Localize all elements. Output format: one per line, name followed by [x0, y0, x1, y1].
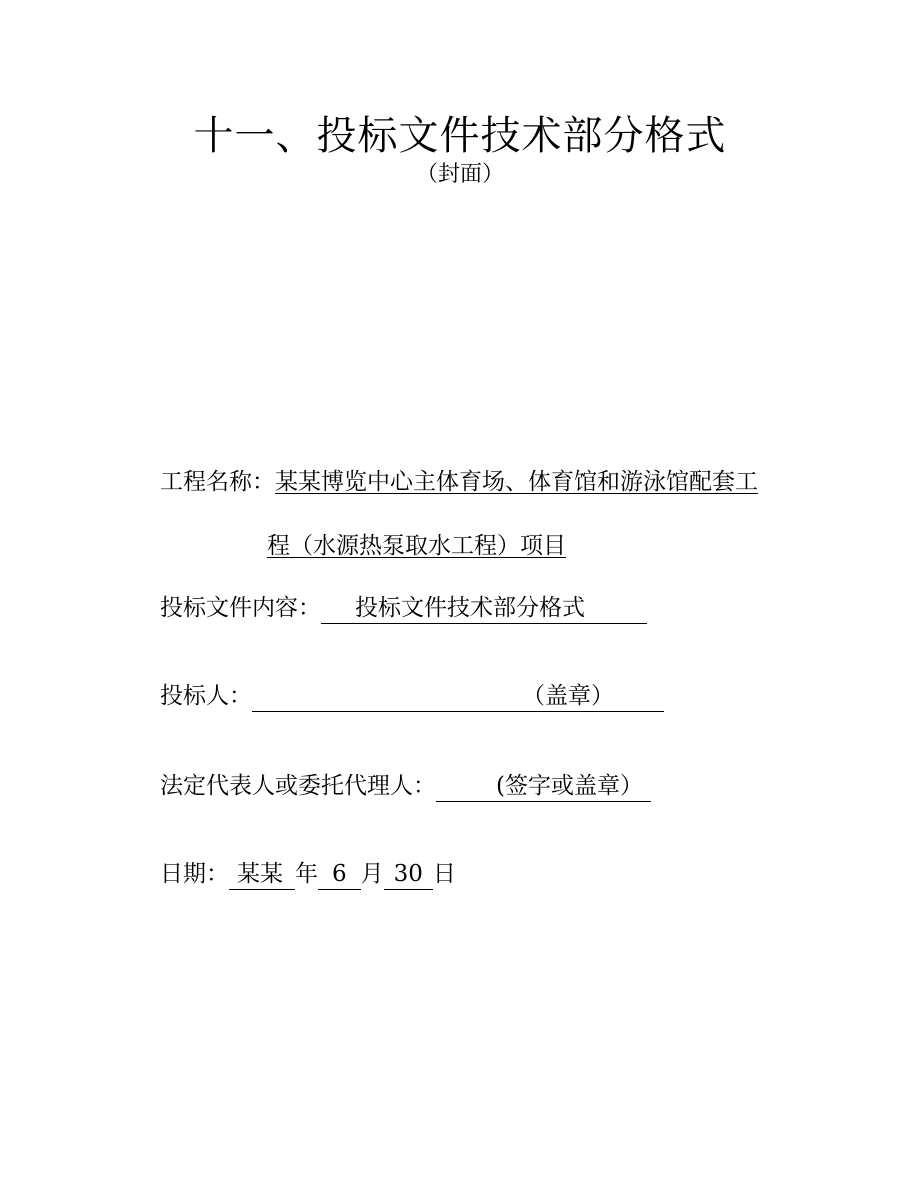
bidder-field — [252, 682, 664, 712]
bid-content-field — [321, 594, 647, 624]
date-day-unit: 日 — [432, 861, 456, 887]
date-year-unit: 年 — [295, 861, 318, 887]
representative-sign-note: (签字或盖章） — [496, 773, 643, 799]
date-month-field — [318, 860, 361, 890]
bidder-label: 投标人： — [160, 683, 252, 709]
project-name-line — [160, 466, 758, 498]
date-day: 30 — [393, 861, 423, 887]
project-name-value-line1: 某某博览中心主体育场、体育馆和游泳馆配套工 — [275, 469, 758, 495]
date-day-field — [384, 860, 433, 890]
representative-field — [436, 772, 651, 802]
bid-content-value: 投标文件技术部分格式 — [355, 595, 585, 621]
bid-content-label: 投标文件内容： — [160, 595, 321, 621]
date-year-field — [229, 860, 295, 890]
representative-label: 法定代表人或委托代理人： — [160, 773, 436, 799]
date-year: 某某 — [237, 861, 283, 887]
page-subtitle: （封面） — [415, 162, 504, 187]
bidder-stamp-note: （盖章） — [522, 683, 614, 709]
date-month-unit: 月 — [360, 861, 384, 887]
page-title: 十一、投标文件技术部分格式 — [193, 113, 727, 159]
project-name-line2 — [267, 530, 566, 562]
date-month: 6 — [332, 861, 347, 887]
project-name-value-line2: 程（水源热泵取水工程）项目 — [267, 533, 566, 559]
date-label: 日期： — [160, 861, 229, 887]
bidder-line — [160, 680, 664, 712]
bid-content-line — [160, 592, 647, 624]
project-name-label: 工程名称： — [160, 469, 275, 495]
date-line — [160, 858, 456, 890]
representative-line — [160, 770, 651, 802]
